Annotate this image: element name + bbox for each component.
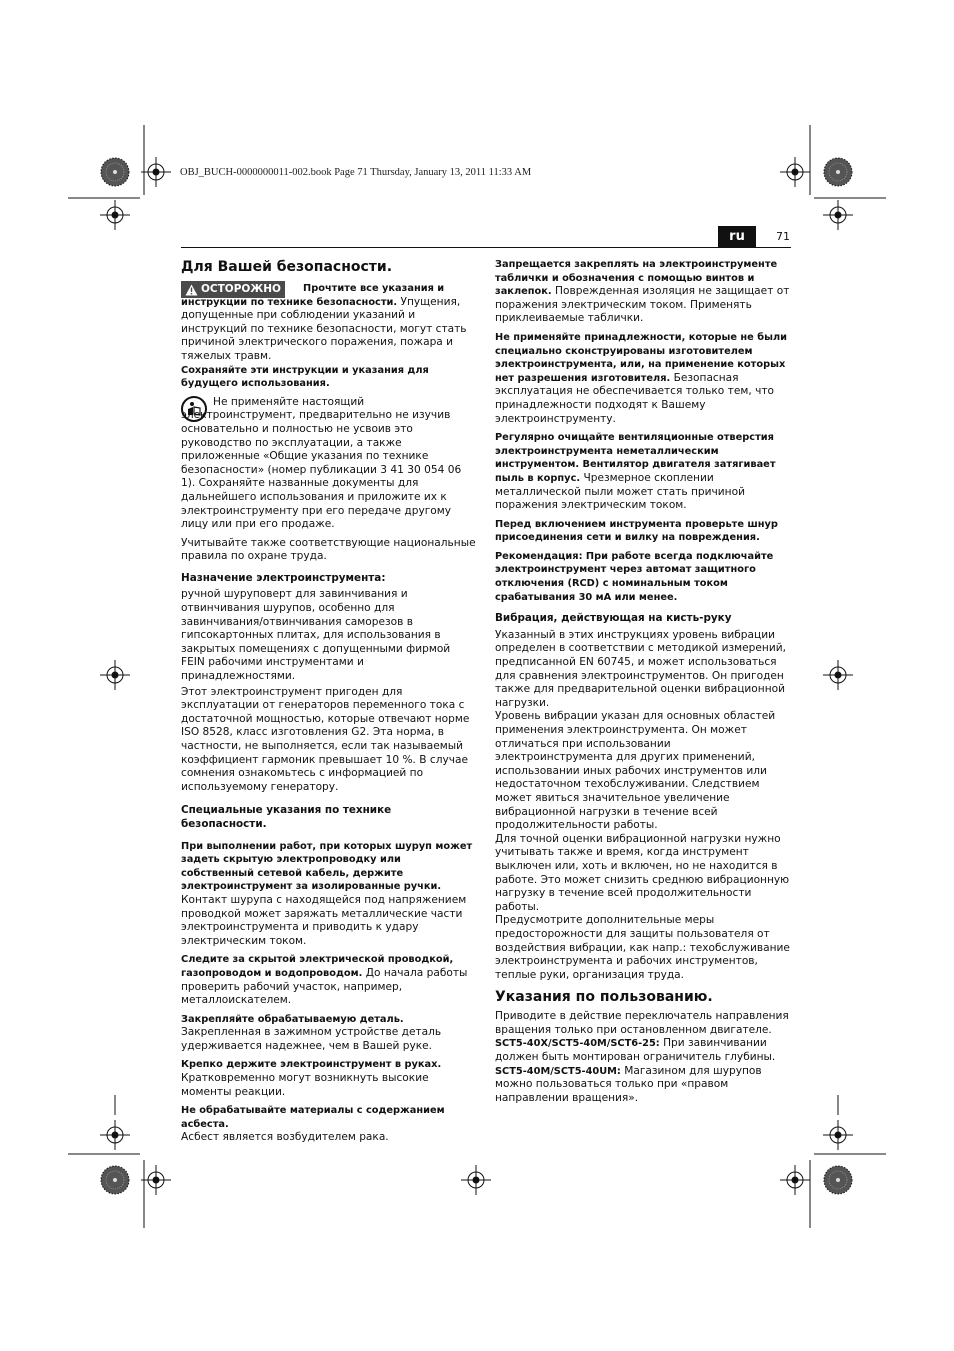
- keep-instructions: Сохраняйте эти инструкции и указания для будущего использования.: [181, 364, 429, 390]
- special-item-1: [181, 840, 477, 949]
- right-item-1-bold: Запрещается закреплять на электроинструменте таблички и обозначения с помощью винтов и заклепок.: [495, 259, 778, 298]
- special-item-4-text: Кратковременно могут возникнуть высокие моменты реакции.: [181, 1072, 429, 1098]
- warning-label: ОСТОРОЖНО: [201, 282, 281, 295]
- usage-text-3-text: Магазином для шурупов можно пользоваться только при «правом направлении вращения».: [495, 1064, 762, 1104]
- usage-text-3-bold: SCT5-40M/SCT5-40UM:: [495, 1065, 621, 1077]
- special-item-5: [181, 1104, 477, 1145]
- language-badge: ru: [718, 226, 756, 248]
- right-item-3-bold: Регулярно очищайте вентиляционные отверстия электроинструмента неметаллическим инструментом. Вентилятор двигателя затягивает пыль в корпус.: [495, 432, 776, 484]
- special-item-4: [181, 1058, 477, 1099]
- national-rules: Учитывайте также соответствующие национальные правила по охране труда.: [181, 536, 476, 563]
- special-item-1-text: Контакт шурупа с находящейся под напряжением проводкой может заряжать металлические части электроинструмента и приводить к удару электрическим током.: [181, 893, 467, 947]
- special-item-2: [181, 953, 477, 1007]
- header-rule: [181, 247, 791, 248]
- usage-text-2-bold: SCT5-40X/SCT5-40M/SCT6-25:: [495, 1038, 660, 1050]
- vibration-text-3: Для точной оценки вибрационной нагрузки нужно учитывать также и время, когда инструмент выключен или, хоть и включен, но не находится в работе. Это может снизить среднюю вибрационную нагрузку в течение всей продолжительности работы.: [495, 832, 790, 913]
- usage-text-3: [495, 1065, 791, 1106]
- special-item-3-text: Закрепленная в зажимном устройстве деталь удерживается надежнее, чем в Вашей руке.: [181, 1026, 442, 1052]
- usage-heading: Указания по пользованию.: [495, 989, 713, 1006]
- right-item-2-bold: Не применяйте принадлежности, которые не были специально сконструированы изготовителем электроинструмента, или, на применение которых нет разрешения изготовителя.: [495, 331, 787, 384]
- generator-text: Этот электроинструмент пригоден для эксплуатации от генераторов переменного тока с достаточной мощностью, которые отвечают норме ISO 8528, класс изготовления G2. Эта норма, в частности, не выполняется, если так называемый коэффициент гармоник превышает 10 %. В случае сомнения ознакомьтесь с информацией по используемому генератору.: [181, 685, 470, 793]
- special-item-1-bold: При выполнении работ, при которых шуруп может задеть скрытую электропроводку или собственный сетевой кабель, держите электроинструмент за изолированные ручки.: [181, 840, 473, 893]
- warning-bold: Прочтите все указания и инструкции по технике безопасности.: [181, 283, 445, 308]
- special-heading: Специальные указания по технике безопасности.: [181, 804, 392, 830]
- safety-title: Для Вашей безопасности.: [181, 259, 393, 275]
- right-item-3-text: Чрезмерное скоплении металлической пыли может стать причиной поражения электрическим током.: [495, 471, 745, 512]
- warning-paragraph: [181, 282, 477, 364]
- right-item-2: [495, 331, 791, 426]
- purpose-text: ручной шуруповерт для завинчивания и отвинчивания шурупов, особенно для завинчивания/отвинчивания саморезов в гипсокартонных плитах, для использования в закрытых помещениях с допущенными фирмой FEIN рабочими инструментами и принадлежностями.: [181, 588, 451, 683]
- special-item-3: [181, 1013, 477, 1054]
- vibration-text-2: Уровень вибрации указан для основных областей применения электроинструмента. Он может отличаться при использовании электроинструмента для других применений, использовании иных рабочих инструментов или недостаточном техобслуживании. Следствием может явиться значительное увеличение вибрационной нагрузки в течение всей продолжительности работы.: [495, 710, 776, 832]
- right-item-1-text: Поврежденная изоляция не защищает от поражения электрическим током. Применять приклеиваемые таблички.: [495, 285, 790, 325]
- vibration-text-1: Указанный в этих инструкциях уровень вибрации определен в соответствии с методикой измерений, предписанной EN 60745, и может использоваться для сравнения электроинструментов. Он пригоден также для предварительной оценки вибрационной нагрузки.: [495, 628, 786, 709]
- special-item-2-bold: Следите за скрытой электрической проводкой, газопроводом и водопроводом.: [181, 954, 454, 979]
- vibration-text-4: Предусмотрите дополнительные меры предосторожности для защиты пользователя от воздействия вибрации, как напр.: техобслуживание электроинструмента и рабочих инструментов, теплые руки, организация труда.: [495, 914, 790, 981]
- right-item-2-text: Безопасная эксплуатация не обеспечивается только тем, что принадлежности подходят к Вашему электроинструменту.: [495, 371, 774, 425]
- special-item-3-bold: Закрепляйте обрабатываемую деталь.: [181, 1013, 404, 1025]
- right-column: [495, 258, 791, 1110]
- special-item-5-bold: Не обрабатывайте материалы с содержанием асбеста.: [181, 1105, 445, 1130]
- usage-text-1: Приводите в действие переключатель направления вращения только при остановленном двигателе.: [495, 1010, 789, 1036]
- print-header: OBJ_BUCH-0000000011-002.book Page 71 Thursday, January 13, 2011 11:33 AM: [180, 167, 532, 178]
- star-target-top-right: [824, 158, 852, 186]
- special-item-2-text: До начала работы проверить рабочий участок, например, металлоискателем.: [181, 966, 468, 1007]
- right-item-1: [495, 258, 791, 326]
- warning-text: Упущения, допущенные при соблюдении указаний и инструкций по технике безопасности, могут стать причиной электрического поражения, пожара и тяжелых травм.: [181, 295, 467, 362]
- purpose-heading: Назначение электроинструмента:: [181, 571, 386, 584]
- vibration-heading: Вибрация, действующая на кисть-руку: [495, 612, 732, 625]
- manual-text: Не применяйте настоящий электроинструмент, предварительно не изучив основательно и полностью не усвоив это руководство по эксплуатации, а также приложенные «Общие указания по технике безопасности» (номер публикации 3 41 30 054 06 1). Сохраняйте названные документы для дальнейшего использования и приложите их к электроинструменту при его передаче другому лицу или при его продаже.: [181, 395, 462, 531]
- star-target-top-left: [101, 158, 129, 186]
- star-target-bottom-left: [101, 1166, 129, 1194]
- special-item-5-text: Асбест является возбудителем рака.: [181, 1131, 389, 1144]
- special-item-4-bold: Крепко держите электроинструмент в руках.: [181, 1059, 442, 1071]
- usage-text-2-text: При завинчивании должен быть монтирован ограничитель глубины.: [495, 1037, 776, 1064]
- right-item-4: Перед включением инструмента проверьте шнур присоединения сети и вилку на повреждения.: [495, 518, 778, 544]
- left-column: [181, 258, 477, 1150]
- right-item-5: Рекомендация: При работе всегда подключайте электроинструмент через автомат защитного отключения (RCD) с номинальным током срабатывания 30 мА или менее.: [495, 550, 774, 603]
- page-number: 71: [776, 230, 790, 243]
- right-item-3: [495, 431, 791, 513]
- usage-text-2: [495, 1037, 791, 1064]
- star-target-bottom-right: [824, 1166, 852, 1194]
